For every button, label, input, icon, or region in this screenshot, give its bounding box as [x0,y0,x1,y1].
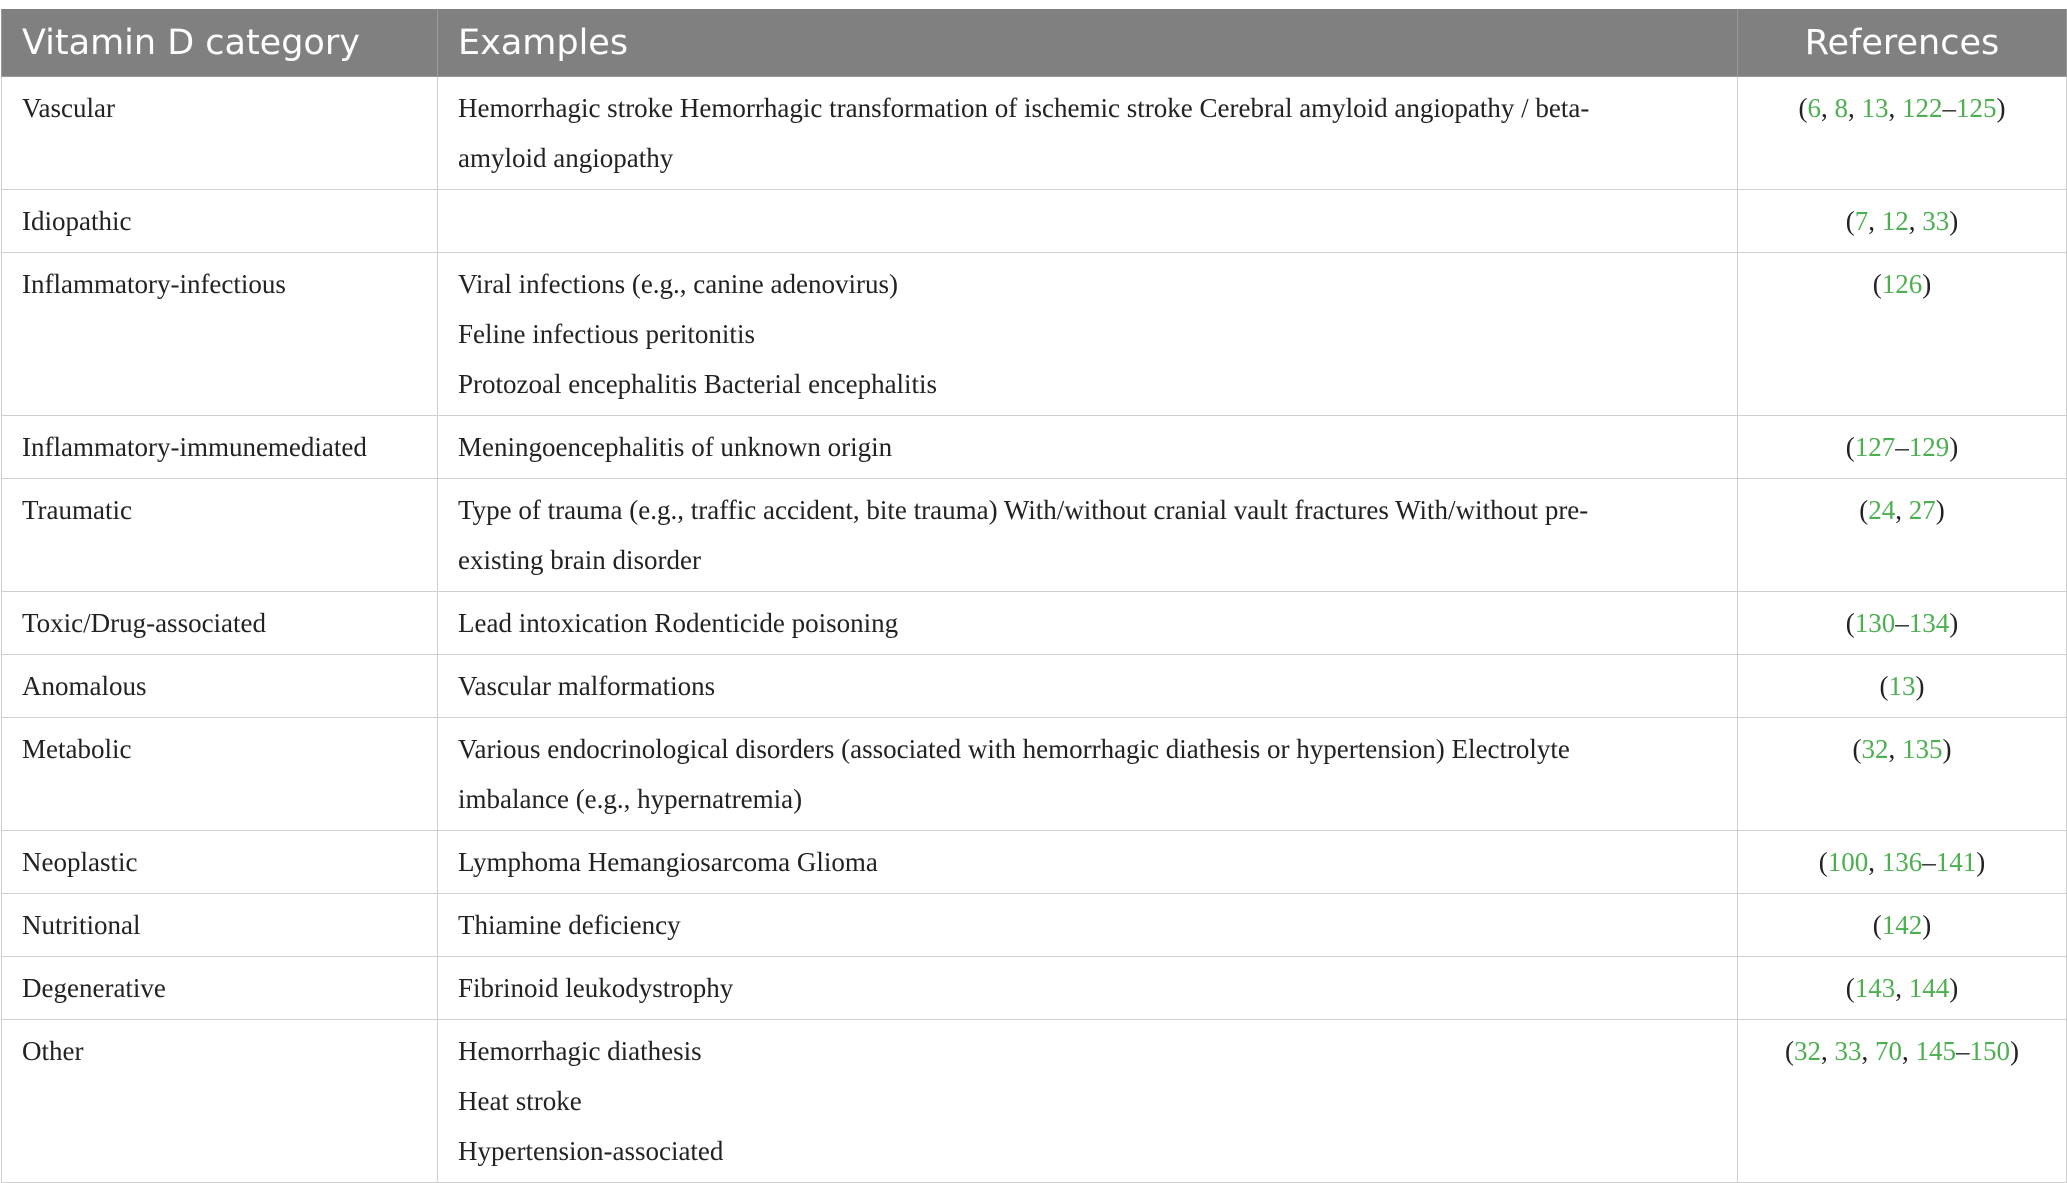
example-line: Feline infectious peritonitis [458,319,755,349]
examples-cell [438,190,1738,253]
reference-punctuation: , [1902,1036,1916,1066]
references-cell [1738,957,2067,1020]
table-row [2,77,2067,190]
table-row [2,479,2067,592]
data-table-container [0,9,2067,1183]
table-row [2,718,2067,831]
reference-link[interactable]: 141 [1935,847,1977,877]
column-header-examples: Examples [438,9,1738,77]
table-row [2,957,2067,1020]
category-cell: Degenerative [2,957,438,1020]
example-line: amyloid angiopathy [458,143,674,173]
reference-punctuation: ( [1818,847,1828,877]
reference-punctuation: – [1922,847,1936,877]
reference-link[interactable]: 13 [1861,93,1889,123]
reference-punctuation: , [1895,973,1909,1003]
table-row [2,592,2067,655]
example-line: Heat stroke [458,1086,582,1116]
reference-punctuation: , [1868,206,1882,236]
reference-link[interactable]: 143 [1854,973,1896,1003]
reference-link[interactable]: 144 [1908,973,1950,1003]
table-row [2,831,2067,894]
reference-punctuation: ) [1949,432,1959,462]
category-cell: Inflammatory-infectious [2,253,438,416]
example-line: Hemorrhagic diathesis [458,1036,702,1066]
example-line: Protozoal encephalitis Bacterial encephalitis [458,369,938,399]
example-line: imbalance (e.g., hypernatremia) [458,784,803,814]
reference-link[interactable]: 13 [1888,671,1916,701]
reference-link[interactable]: 129 [1908,432,1950,462]
references-cell [1738,655,2067,718]
category-cell: Inflammatory-immunemediated [2,416,438,479]
reference-link[interactable]: 122 [1902,93,1943,123]
reference-punctuation: – [1895,432,1909,462]
reference-punctuation: ) [1922,269,1932,299]
reference-punctuation: , [1861,1036,1875,1066]
reference-link[interactable]: 32 [1794,1036,1821,1066]
reference-punctuation: – [1956,1036,1970,1066]
category-cell: Vascular [2,77,438,190]
reference-punctuation: ( [1785,1036,1794,1066]
table-body [2,77,2067,1183]
table-row [2,416,2067,479]
reference-punctuation: ( [1845,973,1855,1003]
reference-punctuation: , [1888,734,1902,764]
reference-punctuation: ) [1949,206,1959,236]
example-line: Meningoencephalitis of unknown origin [458,432,893,462]
reference-punctuation: ) [1915,671,1925,701]
reference-link[interactable]: 100 [1827,847,1869,877]
category-cell: Nutritional [2,894,438,957]
reference-punctuation: , [1848,93,1862,123]
reference-punctuation: ) [1949,973,1959,1003]
reference-punctuation: ( [1852,734,1862,764]
reference-punctuation: ) [2010,1036,2019,1066]
reference-punctuation: , [1868,847,1882,877]
references-cell [1738,894,2067,957]
reference-punctuation: , [1821,1036,1835,1066]
reference-punctuation: ) [1949,608,1959,638]
category-cell: Metabolic [2,718,438,831]
reference-link[interactable]: 12 [1881,206,1909,236]
category-cell: Neoplastic [2,831,438,894]
examples-cell [438,77,1738,190]
table-row [2,253,2067,416]
reference-link[interactable]: 135 [1902,734,1943,764]
examples-cell [438,894,1738,957]
references-cell [1738,190,2067,253]
table-row [2,894,2067,957]
reference-link[interactable]: 32 [1861,734,1889,764]
reference-link[interactable]: 24 [1868,495,1896,525]
category-cell: Toxic/Drug-associated [2,592,438,655]
header-row [2,9,2067,77]
reference-punctuation: ) [1996,93,2006,123]
example-line: Lead intoxication Rodenticide poisoning [458,608,899,638]
references-cell [1738,253,2067,416]
example-line: Hypertension-associated [458,1136,724,1166]
example-line: Hemorrhagic stroke Hemorrhagic transformation of ischemic stroke Cerebral amyloid angiopathy / beta- [458,93,1590,123]
references-cell [1738,831,2067,894]
reference-link[interactable]: 134 [1908,608,1950,638]
examples-cell [438,1020,1738,1183]
reference-link[interactable]: 126 [1881,269,1923,299]
category-cell: Anomalous [2,655,438,718]
references-cell [1738,1020,2067,1183]
reference-link[interactable]: 136 [1881,847,1923,877]
reference-punctuation: ( [1845,206,1855,236]
example-line: Viral infections (e.g., canine adenovirus) [458,269,898,299]
reference-punctuation: ( [1845,432,1855,462]
reference-punctuation: , [1908,206,1923,236]
category-cell: Other [2,1020,438,1183]
category-cell: Idiopathic [2,190,438,253]
example-line: Thiamine deficiency [458,910,681,940]
reference-punctuation: – [1895,608,1909,638]
category-cell: Traumatic [2,479,438,592]
reference-punctuation: , [1895,495,1909,525]
examples-cell [438,718,1738,831]
reference-punctuation: – [1942,93,1956,123]
reference-link[interactable]: 125 [1956,93,1997,123]
table-row [2,1020,2067,1183]
reference-link[interactable]: 8 [1834,93,1848,123]
example-line: existing brain disorder [458,545,701,575]
reference-link[interactable]: 33 [1834,1036,1862,1066]
table-row [2,655,2067,718]
column-header-category: Vitamin D category [2,9,438,77]
reference-punctuation: ( [1872,910,1882,940]
data-table [1,9,2067,1183]
references-cell [1738,592,2067,655]
examples-cell [438,655,1738,718]
reference-link[interactable]: 130 [1854,608,1896,638]
reference-punctuation: ) [1942,734,1952,764]
table-row [2,190,2067,253]
reference-punctuation: ) [1922,910,1932,940]
example-line: Lymphoma Hemangiosarcoma Glioma [458,847,878,877]
reference-link[interactable]: 7 [1854,206,1869,236]
references-cell [1738,718,2067,831]
reference-link[interactable]: 145 [1915,1036,1956,1066]
example-line: Type of trauma (e.g., traffic accident, bite trauma) With/without cranial vault fractures With/without pre- [458,495,1589,525]
reference-punctuation: ( [1845,608,1855,638]
examples-cell [438,253,1738,416]
reference-link[interactable]: 70 [1875,1036,1902,1066]
reference-link[interactable]: 33 [1922,206,1950,236]
references-cell [1738,416,2067,479]
table-header [2,9,2067,77]
examples-cell [438,592,1738,655]
reference-punctuation: ) [1935,495,1945,525]
example-line: Vascular malformations [458,671,716,701]
examples-cell [438,479,1738,592]
reference-punctuation: ( [1872,269,1882,299]
reference-link[interactable]: 150 [1969,1036,2010,1066]
reference-punctuation: , [1821,93,1835,123]
reference-link[interactable]: 127 [1854,432,1896,462]
reference-punctuation: ( [1798,93,1808,123]
example-line: Various endocrinological disorders (associated with hemorrhagic diathesis or hypertension) Electrolyte [458,734,1570,764]
example-line: Fibrinoid leukodystrophy [458,973,734,1003]
examples-cell [438,831,1738,894]
reference-link[interactable]: 6 [1807,93,1821,123]
reference-punctuation: , [1888,93,1902,123]
reference-punctuation: ( [1859,495,1869,525]
reference-link[interactable]: 27 [1908,495,1936,525]
examples-cell [438,416,1738,479]
reference-punctuation: ( [1879,671,1889,701]
examples-cell [438,957,1738,1020]
references-cell [1738,77,2067,190]
reference-punctuation: ) [1976,847,1986,877]
reference-link[interactable]: 142 [1881,910,1923,940]
references-cell [1738,479,2067,592]
column-header-references: References [1738,9,2067,77]
